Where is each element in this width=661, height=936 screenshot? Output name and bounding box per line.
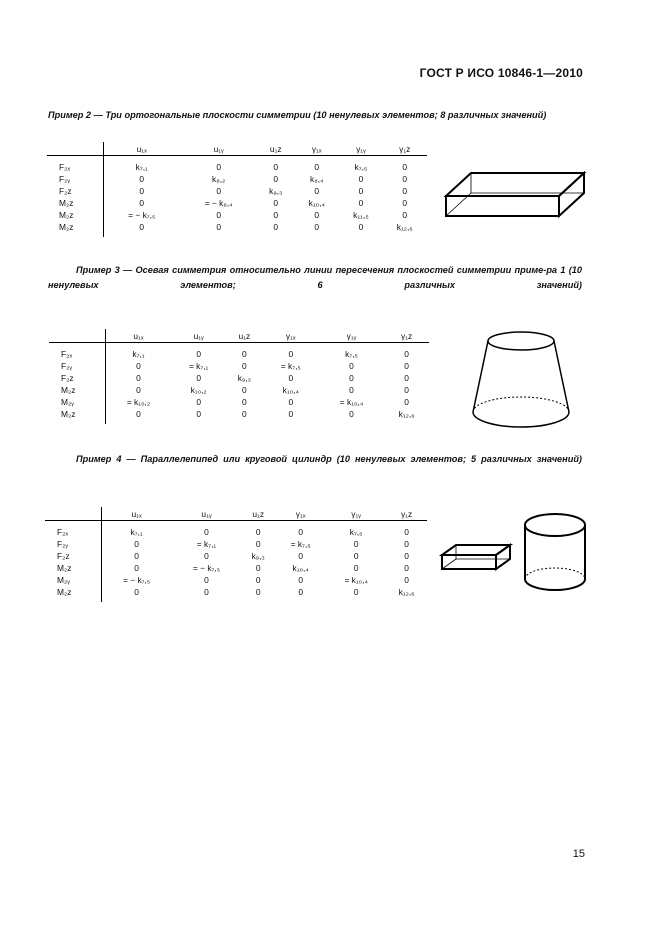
matrix-cell: 0 xyxy=(255,527,261,537)
row-label: M₂z xyxy=(49,384,105,396)
table-row xyxy=(47,197,427,209)
truncated-cone-figure xyxy=(466,328,576,430)
parallelepiped-figure xyxy=(436,538,516,574)
cone-base-back-arc xyxy=(473,397,569,412)
matrix-cell: 0 xyxy=(139,186,145,196)
col-header: u₁ₓ xyxy=(105,329,172,343)
matrix-cell: 0 xyxy=(404,373,409,383)
row-label: F₂z xyxy=(49,372,105,384)
matrix-cell: 0 xyxy=(404,539,409,549)
matrix-cell: k₁₀,₂ xyxy=(190,385,207,395)
example-2-matrix xyxy=(47,142,427,237)
matrix-cell: 0 xyxy=(298,527,303,537)
matrix-cell: k₁₁,₅ xyxy=(353,210,369,220)
cone-top-ellipse xyxy=(488,332,554,350)
matrix-cell: k₇,₅ xyxy=(345,349,358,359)
col-header: γ₁ᵧ xyxy=(319,329,385,343)
matrix-cell: 0 xyxy=(404,397,409,407)
matrix-cell: 0 xyxy=(196,349,201,359)
row-label: F₂ₓ xyxy=(47,156,103,174)
matrix-cell: 0 xyxy=(349,385,354,395)
col-header: u₁ᵧ xyxy=(172,507,242,521)
matrix-cell: 0 xyxy=(216,186,221,196)
table-row xyxy=(49,384,429,396)
matrix-cell: 0 xyxy=(298,587,303,597)
matrix-cell: 0 xyxy=(349,409,354,419)
matrix-cell: k₈,₂ xyxy=(212,174,226,184)
col-header: γ₁ₓ xyxy=(294,142,339,156)
col-header: u₁ₓ xyxy=(101,507,172,521)
matrix-cell: = k₇,₁ xyxy=(188,361,209,371)
matrix-cell: k₁₂,₆ xyxy=(396,222,413,232)
matrix-cell: 0 xyxy=(288,373,294,383)
table-row xyxy=(49,396,429,408)
matrix-cell: 0 xyxy=(196,397,201,407)
matrix-cell: k₁₀,₄ xyxy=(308,198,325,208)
matrix-cell: k₉,₃ xyxy=(237,373,251,383)
col-header: u₁z xyxy=(226,329,263,343)
matrix-cell: = − k₇,₅ xyxy=(128,210,156,220)
table-row xyxy=(45,521,427,539)
hidden-edge xyxy=(442,559,456,569)
matrix-cell: 0 xyxy=(273,174,279,184)
row-label: F₂ₓ xyxy=(45,521,101,539)
matrix-cell: k₁₀,₄ xyxy=(292,563,309,573)
row-label: M₂z xyxy=(45,562,101,574)
flat-box-figure xyxy=(440,165,590,223)
matrix-cell: 0 xyxy=(139,174,145,184)
matrix-cell: k₇,₅ xyxy=(349,527,363,537)
box-front-face xyxy=(442,555,496,569)
matrix-header-row xyxy=(47,142,427,156)
row-label: F₂ₓ xyxy=(49,343,105,361)
matrix-cell: 0 xyxy=(288,397,294,407)
matrix-cell: k₉,₃ xyxy=(269,186,283,196)
example-3-caption xyxy=(48,263,582,293)
matrix-cell: 0 xyxy=(216,222,221,232)
corner-cell xyxy=(45,507,101,521)
matrix-cell: 0 xyxy=(288,409,294,419)
matrix-cell: 0 xyxy=(255,575,261,585)
matrix-cell: 0 xyxy=(241,385,247,395)
matrix-cell: 0 xyxy=(358,186,364,196)
matrix-cell: 0 xyxy=(204,575,209,585)
matrix-cell: 0 xyxy=(402,174,408,184)
row-label: M₂ᵧ xyxy=(49,396,105,408)
matrix-cell: 0 xyxy=(273,162,279,172)
matrix-cell: 0 xyxy=(273,198,279,208)
matrix-cell: 0 xyxy=(402,186,408,196)
table-row xyxy=(45,550,427,562)
table-row xyxy=(49,343,429,361)
row-label: F₂z xyxy=(45,550,101,562)
table-row xyxy=(45,538,427,550)
matrix-cell: 0 xyxy=(314,210,320,220)
matrix-cell: = k₇,₅ xyxy=(280,361,301,371)
table-row xyxy=(49,372,429,384)
cone-base-front-arc xyxy=(473,412,569,427)
matrix-cell: 0 xyxy=(204,551,209,561)
matrix-cell: = k₁₀,₄ xyxy=(339,397,364,407)
matrix-cell: 0 xyxy=(353,563,359,573)
matrix-cell: 0 xyxy=(404,385,409,395)
matrix-cell: 0 xyxy=(353,539,359,549)
matrix-cell: 0 xyxy=(358,198,364,208)
table-row xyxy=(47,221,427,237)
example-2-label: Пример 2 — xyxy=(48,110,106,120)
table-row xyxy=(47,185,427,197)
matrix-cell: 0 xyxy=(404,575,409,585)
matrix-cell: 0 xyxy=(241,361,247,371)
matrix-cell: 0 xyxy=(273,222,279,232)
matrix-cell: 0 xyxy=(255,539,261,549)
col-header: γ₁ᵧ xyxy=(326,507,386,521)
row-label: M₂z xyxy=(47,209,103,221)
matrix-cell: = − k₇,₅ xyxy=(192,563,221,573)
example-4-label: Пример 4 — xyxy=(76,454,141,464)
matrix-cell: 0 xyxy=(404,527,409,537)
table-row xyxy=(49,408,429,424)
row-label: M₂z xyxy=(47,197,103,209)
example-4-text: Параллелепипед или круговой цилиндр (10 ненулевых элементов; 5 различных значений) xyxy=(140,454,582,464)
table-row xyxy=(45,574,427,586)
matrix-cell: 0 xyxy=(404,551,409,561)
matrix-cell: 0 xyxy=(358,222,364,232)
example-3-label: Пример 3 — xyxy=(76,265,136,275)
row-label: F₂z xyxy=(47,185,103,197)
matrix-header-row xyxy=(45,507,427,521)
matrix-cell: k₇,₅ xyxy=(354,162,368,172)
matrix-cell: 0 xyxy=(241,349,247,359)
document-header: ГОСТ Р ИСО 10846-1—2010 xyxy=(419,66,583,80)
matrix-cell: = k₇,₅ xyxy=(290,539,311,549)
matrix-cell: 0 xyxy=(134,539,139,549)
row-label: F₂ᵧ xyxy=(47,173,103,185)
matrix-cell: 0 xyxy=(136,409,141,419)
matrix-cell: 0 xyxy=(241,409,247,419)
table-row xyxy=(47,173,427,185)
matrix-cell: 0 xyxy=(255,587,261,597)
matrix-cell: k₁₂,₆ xyxy=(398,587,415,597)
matrix-cell: 0 xyxy=(288,349,294,359)
col-header: u₁z xyxy=(241,507,275,521)
col-header: γ₁z xyxy=(384,329,429,343)
matrix-cell: 0 xyxy=(358,174,364,184)
matrix-cell: 0 xyxy=(196,373,201,383)
row-label: F₂ᵧ xyxy=(45,538,101,550)
cylinder-base-back-arc xyxy=(525,568,585,579)
matrix-cell: 0 xyxy=(404,563,409,573)
col-header: u₁z xyxy=(257,142,294,156)
matrix-cell: 0 xyxy=(273,210,279,220)
matrix-cell: 0 xyxy=(241,397,247,407)
matrix-cell: 0 xyxy=(136,373,141,383)
col-header: u₁ₓ xyxy=(103,142,180,156)
matrix-cell: 0 xyxy=(353,587,359,597)
cylinder-top-ellipse xyxy=(525,514,585,536)
matrix-cell: k₉,₃ xyxy=(251,551,265,561)
col-header: γ₁z xyxy=(386,507,427,521)
matrix-cell: 0 xyxy=(404,361,409,371)
matrix-cell: 0 xyxy=(216,162,221,172)
matrix-cell: = − k₈,₄ xyxy=(204,198,233,208)
matrix-cell: 0 xyxy=(134,551,139,561)
matrix-cell: k₇,₁ xyxy=(130,527,143,537)
example-2-text: Три ортогональные плоскости симметрии (10 ненулевых элементов; 8 различных значений) xyxy=(105,110,547,120)
matrix-cell: 0 xyxy=(402,198,408,208)
row-label: M₂ᵧ xyxy=(45,574,101,586)
col-header: γ₁ᵧ xyxy=(339,142,382,156)
matrix-cell: 0 xyxy=(298,575,303,585)
row-label: M₂z xyxy=(45,586,101,602)
matrix-cell: k₇,₁ xyxy=(135,162,148,172)
matrix-cell: 0 xyxy=(255,563,261,573)
matrix-cell: 0 xyxy=(402,210,408,220)
page-number: 15 xyxy=(572,848,585,860)
row-label: M₂z xyxy=(47,221,103,237)
col-header: u₁ᵧ xyxy=(180,142,257,156)
table-row xyxy=(49,360,429,372)
matrix-cell: k₇,₁ xyxy=(132,349,145,359)
example-3-text: Осевая симметрия относительно линии пересечения плоскостей симметрии приме-ра 1 (10 ненулевых элементов; 6 различных значений) xyxy=(48,265,582,290)
matrix-cell: 0 xyxy=(349,361,354,371)
matrix-cell: k₈,₄ xyxy=(310,174,324,184)
table-row xyxy=(45,562,427,574)
matrix-cell: 0 xyxy=(136,385,141,395)
matrix-cell: 0 xyxy=(134,587,139,597)
corner-cell xyxy=(47,142,103,156)
cylinder-base-front-arc xyxy=(525,579,585,590)
col-header: γ₁ₓ xyxy=(275,507,326,521)
row-label: F₂ᵧ xyxy=(49,360,105,372)
example-3-matrix xyxy=(49,329,429,424)
matrix-cell: 0 xyxy=(134,563,139,573)
example-2-caption xyxy=(48,108,582,123)
corner-cell xyxy=(49,329,105,343)
col-header: γ₁ₓ xyxy=(263,329,319,343)
col-header: γ₁z xyxy=(383,142,427,156)
matrix-cell: 0 xyxy=(349,373,354,383)
row-label: M₂z xyxy=(49,408,105,424)
matrix-cell: 0 xyxy=(404,349,409,359)
matrix-cell: 0 xyxy=(298,551,303,561)
matrix-cell: = k₁₀,₄ xyxy=(344,575,368,585)
table-row xyxy=(45,586,427,602)
matrix-cell: 0 xyxy=(204,527,209,537)
example-4-caption xyxy=(48,452,582,467)
matrix-cell: 0 xyxy=(402,162,408,172)
matrix-cell: 0 xyxy=(196,409,201,419)
matrix-cell: = k₇,₁ xyxy=(196,539,217,549)
matrix-cell: 0 xyxy=(314,186,320,196)
matrix-cell: 0 xyxy=(204,587,209,597)
cylinder-figure xyxy=(520,508,590,594)
matrix-cell: = − k₇,₅ xyxy=(123,575,151,585)
matrix-cell: 0 xyxy=(139,198,145,208)
box-front-face xyxy=(446,196,559,216)
matrix-cell: 0 xyxy=(353,551,359,561)
matrix-cell: 0 xyxy=(216,210,221,220)
col-header: u₁ᵧ xyxy=(172,329,226,343)
example-4-matrix xyxy=(45,507,427,602)
matrix-cell: = k₁₀,₂ xyxy=(126,397,151,407)
matrix-cell: 0 xyxy=(314,222,320,232)
box-side-face xyxy=(559,173,584,216)
matrix-cell: 0 xyxy=(136,361,141,371)
table-row xyxy=(47,209,427,221)
matrix-cell: k₁₂,₆ xyxy=(398,409,415,419)
matrix-cell: 0 xyxy=(139,222,145,232)
matrix-header-row xyxy=(49,329,429,343)
matrix-cell: k₁₀,₄ xyxy=(282,385,299,395)
matrix-cell: 0 xyxy=(314,162,320,172)
table-row xyxy=(47,156,427,174)
box-side-face xyxy=(496,545,510,569)
